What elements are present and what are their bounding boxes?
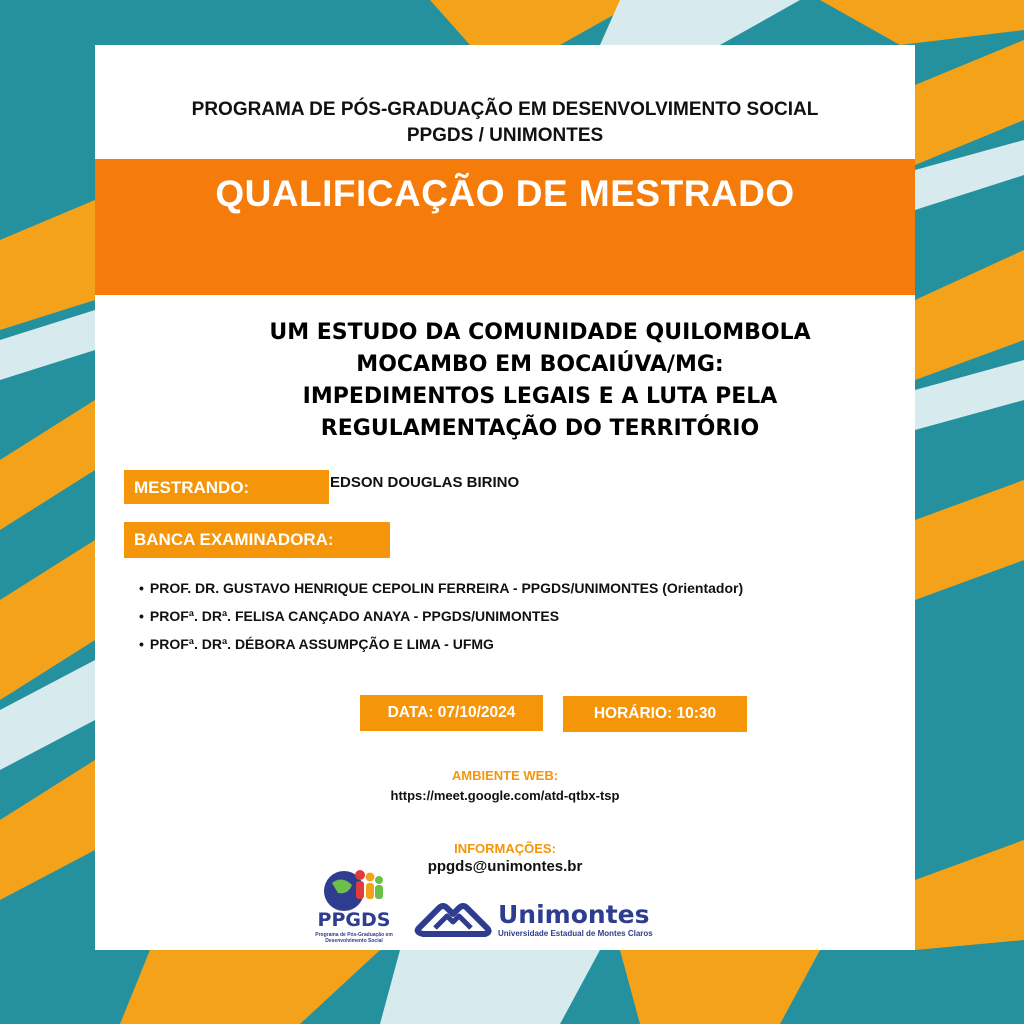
board-member: • PROF. DR. GUSTAVO HENRIQUE CEPOLIN FERREIRA - PPGDS/UNIMONTES (Orientador) — [139, 574, 743, 602]
board-member: • PROFª. DRª. FELISA CANÇADO ANAYA - PPGDS/UNIMONTES — [139, 602, 743, 630]
ppgds-wordmark: PPGDS — [317, 909, 391, 931]
meeting-link[interactable]: https://meet.google.com/atd-qtbx-tsp — [390, 788, 620, 803]
time-badge: HORÁRIO: 10:30 — [563, 696, 747, 732]
thesis-title-line: REGULAMENTAÇÃO DO TERRITÓRIO — [320, 416, 760, 441]
ppgds-subtitle — [308, 932, 400, 944]
title-banner — [95, 159, 915, 295]
ppgds-logo — [308, 865, 400, 945]
board-member: • PROFª. DRª. DÉBORA ASSUMPÇÃO E LIMA - UFMG — [139, 630, 743, 658]
board-label: BANCA EXAMINADORA: — [124, 522, 390, 558]
ppgds-subtitle-line: Desenvolvimento Social — [325, 938, 383, 944]
unimontes-logo — [413, 898, 653, 940]
unimontes-wordmark: Unimontes — [498, 900, 650, 929]
event-title: QUALIFICAÇÃO DE MESTRADO — [215, 173, 795, 214]
ppgds-subtitle-line: Programa de Pós-Graduação em — [315, 932, 393, 938]
program-header — [95, 97, 915, 149]
contact-email[interactable]: ppgds@unimontes.br — [427, 858, 583, 875]
thesis-title-line: UM ESTUDO DA COMUNIDADE QUILOMBOLA — [269, 320, 811, 345]
thesis-title — [195, 317, 885, 445]
info-label: INFORMAÇÕES: — [454, 841, 556, 856]
web-label: AMBIENTE WEB: — [451, 768, 559, 783]
program-title: PROGRAMA DE PÓS-GRADUAÇÃO EM DESENVOLVIMENTO SOCIAL — [191, 99, 819, 120]
program-acronym: PPGDS / UNIMONTES — [406, 125, 604, 146]
unimontes-subtitle: Universidade Estadual de Montes Claros — [498, 929, 653, 938]
thesis-title-line: MOCAMBO EM BOCAIÚVA/MG: — [356, 352, 724, 377]
poster-card — [95, 45, 915, 950]
board-member-list — [139, 574, 743, 658]
student-name: EDSON DOUGLAS BIRINO — [330, 474, 520, 491]
people-globe-icon — [308, 865, 400, 913]
unimontes-emblem-icon — [413, 898, 493, 940]
date-badge: DATA: 07/10/2024 — [360, 695, 543, 731]
thesis-title-line: IMPEDIMENTOS LEGAIS E A LUTA PELA — [302, 384, 778, 409]
student-label: MESTRANDO: — [124, 470, 329, 504]
